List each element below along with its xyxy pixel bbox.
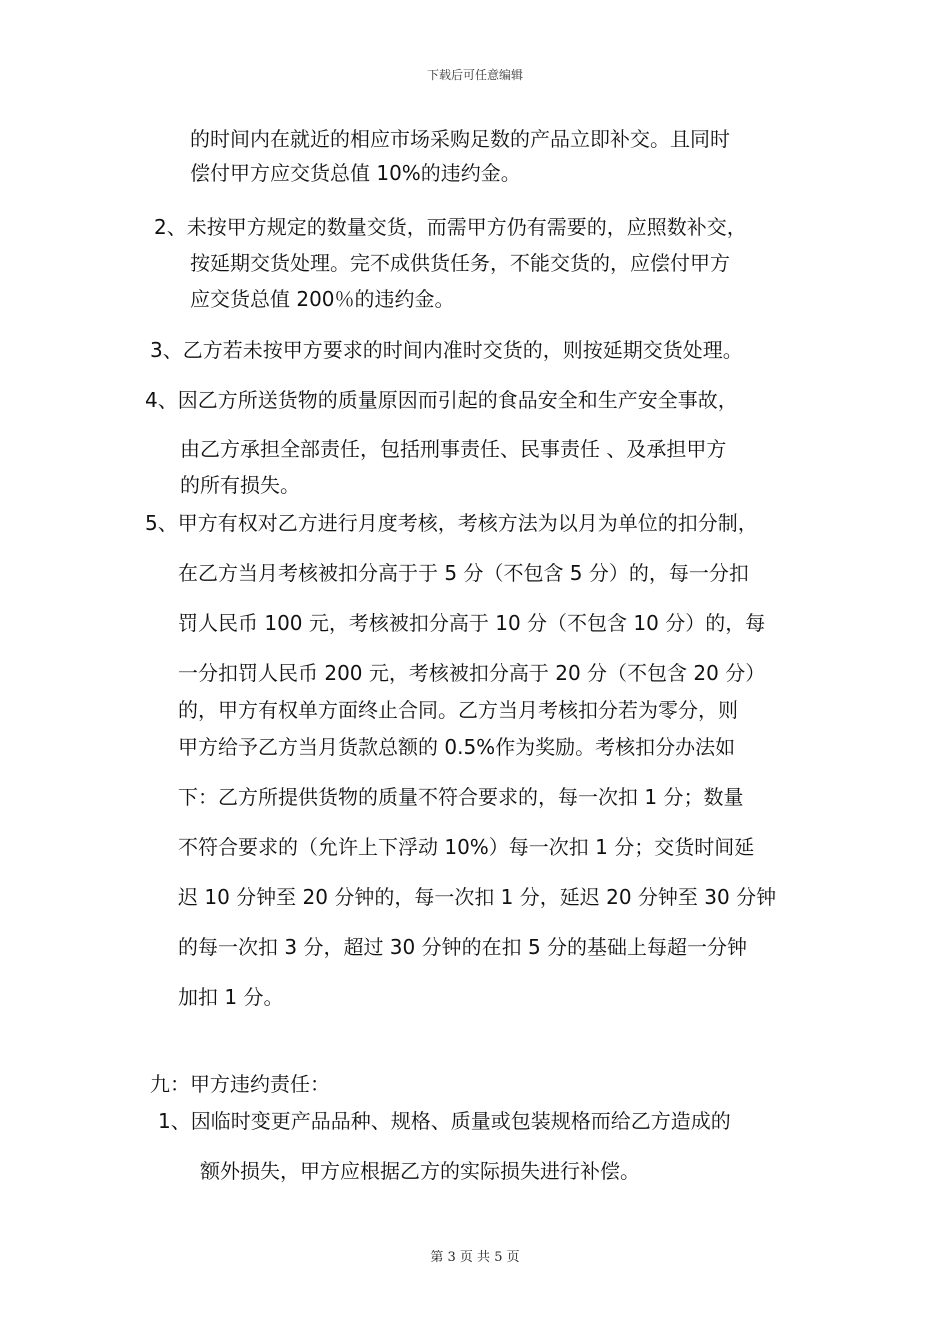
body-line: 应交货总值 200％的违约金。 <box>190 287 455 311</box>
body-line: 的所有损失。 <box>180 473 300 497</box>
clause-item: 5、甲方有权对乙方进行月度考核，考核方法为以月为单位的扣分制， <box>145 511 758 535</box>
body-line: 额外损失，甲方应根据乙方的实际损失进行补偿。 <box>200 1159 640 1183</box>
clause-item: 2、未按甲方规定的数量交货，而需甲方仍有需要的，应照数补交， <box>154 215 747 239</box>
body-line: 下：乙方所提供货物的质量不符合要求的，每一次扣 1 分；数量 <box>178 785 744 809</box>
body-line: 加扣 1 分。 <box>178 985 284 1009</box>
body-line: 甲方给予乙方当月货款总额的 0.5%作为奖励。考核扣分办法如 <box>178 735 736 759</box>
page-footer: 第 3 页 共 5 页 <box>430 1250 520 1265</box>
section-heading: 九：甲方违约责任： <box>150 1072 330 1096</box>
body-line: 一分扣罚人民币 200 元，考核被扣分高于 20 分（不包含 20 分） <box>178 661 766 685</box>
page-header: 下载后可任意编辑 <box>426 68 523 82</box>
body-line: 不符合要求的（允许上下浮动 10%）每一次扣 1 分；交货时间延 <box>178 835 755 859</box>
body-line: 的时间内在就近的相应市场采购足数的产品立即补交。且同时 <box>190 127 730 151</box>
body-line: 迟 10 分钟至 20 分钟的，每一次扣 1 分，延迟 20 分钟至 30 分钟 <box>178 885 777 909</box>
body-line: 的，甲方有权单方面终止合同。乙方当月考核扣分若为零分，则 <box>178 698 738 722</box>
body-line: 由乙方承担全部责任，包括刑事责任、民事责任 、及承担甲方 <box>180 437 727 461</box>
clause-item: 4、因乙方所送货物的质量原因而引起的食品安全和生产安全事故， <box>145 388 738 412</box>
body-line: 罚人民币 100 元，考核被扣分高于 10 分（不包含 10 分）的，每 <box>178 611 766 635</box>
clause-item: 3、乙方若未按甲方要求的时间内准时交货的，则按延期交货处理。 <box>150 338 743 362</box>
body-line: 偿付甲方应交货总值 10%的违约金。 <box>190 161 521 185</box>
body-line: 按延期交货处理。完不成供货任务，不能交货的，应偿付甲方 <box>190 251 730 275</box>
clause-item: 1、因临时变更产品品种、规格、质量或包装规格而给乙方造成的 <box>158 1109 731 1133</box>
body-line: 在乙方当月考核被扣分高于于 5 分（不包含 5 分）的，每一分扣 <box>178 561 749 585</box>
body-line: 的每一次扣 3 分，超过 30 分钟的在扣 5 分的基础上每超一分钟 <box>178 935 748 959</box>
